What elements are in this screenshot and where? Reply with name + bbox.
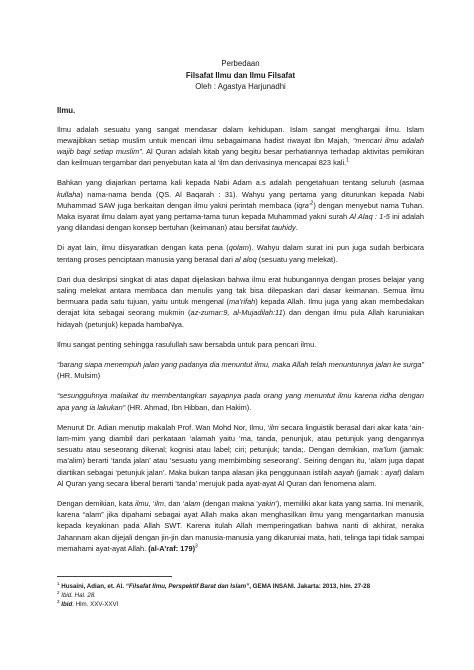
footnote-divider <box>57 576 172 577</box>
footnote-1: $^1$ Husaini, Adian, et. Al. “Filsafat Ilmu, Perspektif Barat dan Islam”, GEMA INSANI. Jakarta: 2013, hlm. 27-28 <box>57 580 371 590</box>
hadith-quote-2: “sesungguhnya malaikat itu membentangkan sayapnya pada orang yang menuntut ilmu karena ridha dengan apa yang ia lakukan” (HR. Ahmad, Ibn Hibban, dan Hakim). <box>57 391 424 412</box>
document-title: Filsafat Ilmu dan Ilmu Filsafat <box>185 70 296 80</box>
paragraph-8: Menurut Dr. Adian menutip makalah Prof. Wan Mohd Nor, Ilmu, ‘ilm secara linguistik berasal dari akar kata ‘ain-lam-mim yang diambil dari perkataan ‘alamah yaitu ‘ma, tanda, penunjuk, atau petunjuk yang dengannya sesuatu atau seseorang dikenal; kognisi atau label; ciri; petunjuk; tanda;. Dengan demikian, ma’lum (jamak: ma’alim) berarti ‘tanda jalan’ atau ‘sesuatu yang membimbing seseorang’. Seiring dengan itu, ‘alam juga dapat diartikan sebagai ‘petunjuk jalan’. Maka bukan tanpa alasan jika penggunaan istilah aayah (jamak : ayat) dalam Al Quran yang secara liberal berarti ‘tanda’ merujuk pada ayat-ayat Al Quran dan fenomena alam. <box>57 422 424 488</box>
author-line: Oleh : Agastya Harjunadhi <box>195 82 286 91</box>
header-line-1: Perbedaan <box>221 59 260 68</box>
document-header <box>57 58 424 93</box>
footnote-2: $^2$ Ibid. Hal. 28. <box>57 590 96 600</box>
paragraph-4: Dari dua deskripsi singkat di atas dapat dijelaskan bahwa ilmu erat hubungannya dengan proses belajar yang saling melekat antara membaca dan menulis yang tak bisa dilepaskan dari dasar keimanan. Semua ilmu bermuara pada satu tujuan, yaitu untuk mengenal (ma’rifah) kepada Allah. Ilmu juga yang akan membedakan derajat kita sebagai seorang mukmin (az-zumar:9, al-Mujadilah:11) dan dengan ilmu pula Allah karuniakan hidayah (petunjuk) kepada hambaNya. <box>57 274 424 329</box>
paragraph-3: Di ayat lain, ilmu diisyaratkan dengan kata pena (qolam). Wahyu dalam surat ini pun juga sudah berbicara tentang proses penciptaan manusia yang berasal dari al aloq (sesuatu yang melekat). <box>57 243 424 264</box>
paragraph-2: Bahkan yang diajarkan pertama kali kepada Nabi Adam a.s adalah pengetahuan tentang seluruh (asmaa kullaha) nama-nama benda (QS. Al Baqarah : 31). Wahyu yang pertama yang diturunkan kepada Nabi Muhammad SAW juga berkaitan dengan ilmu yakni perintah membaca (iqra’$^2$) dengan menyebut nama Tuhan. Maka isyarat ilmu dalam ayat yang pertama-tama turun kepada Muhammad yakni surah Al Alaq : 1-5 ini adalah yang dilandasi dengan konsep bertuhan (keimanan) atau bersifat tauhidy. <box>57 178 425 233</box>
hadith-quote-1: “barang siapa menempuh jalan yang padanya dia menuntut ilmu, maka Allah telah menuntunnya jalan ke surga” (HR. Mulsim) <box>57 359 424 381</box>
footnote-ref-3: 3 <box>195 543 198 550</box>
paragraph-9: Dengan demikian, kata ilmu, ‘ilm, dan ‘alam (dengan makna ‘yakin’), memiliki akar kata yang sama. Ini menarik, karena “alam” jika dipahami sebagai ayat Allah maka akan menghasilkan ilmu yang mengantarkan manusia kepada keyakinan pada Allah SWT. Karena itulah Allah memperingatkan bahwa nanti di akhirat, neraka Jahannam akan dijejali dengan jin-jin dan manusia-manusia yang dikaruniai mata, hati, telinga tapi tidak sampai memahami ayat-ayat Allah. (al-A’raf: 179)$^3$ <box>57 498 424 553</box>
section-heading: Ilmu. <box>57 105 76 115</box>
paragraph-5: Ilmu sangat penting sehingga rasulullah saw bersabda untuk para pencari ilmu. <box>57 339 317 349</box>
footnote-ref-1: 1 <box>346 157 350 164</box>
paragraph-1: Ilmu adalah sesuatu yang sangat mendasar dalam kehidupan. Islam sangat menghargai ilmu. Islam mewajibkan setiap muslim untuk mencari ilmu sebagaimana hadist riwayat Ibn Majah, “mencari ilmu adalah wajib bagi setiap muslim”. Al Quran adalah kitab yang begitu besar perhatiannya terhadap aktivitas pemikiran dan keilmuan tergambar dari penyebutan kata al ‘ilm dan derivasinya mencapai 823 kali.$^1$ <box>57 124 424 168</box>
footnote-ref-2: 2 <box>310 200 314 207</box>
footnote-3: $^3$ Ibid. Hlm. XXV-XXVI <box>57 599 119 609</box>
footnotes <box>57 582 425 610</box>
